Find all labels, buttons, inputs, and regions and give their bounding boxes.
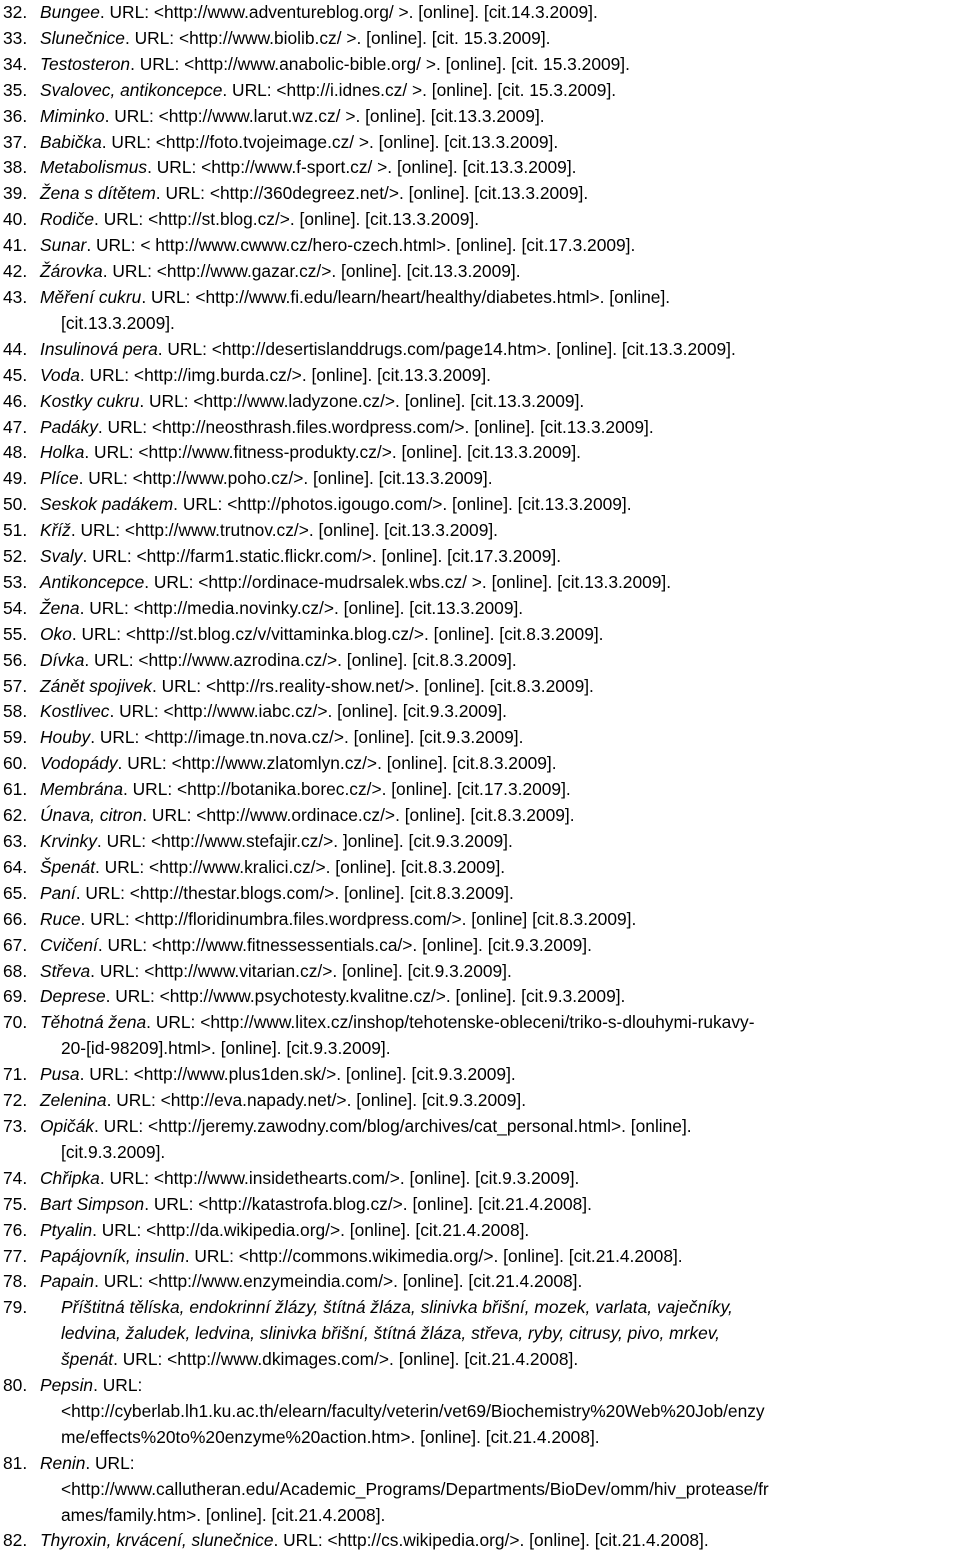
reference-details: . URL: <http://www.fitness-produkty.cz/>. [online]. [cit.13.3.2009].	[84, 442, 581, 463]
reference-number: 35.	[3, 79, 28, 100]
reference-line	[40, 907, 960, 933]
reference-title: Žena s dítětem	[40, 183, 156, 204]
reference-details: . URL: <http://www.ordinace.cz/>. [online]. [cit.8.3.2009].	[142, 805, 575, 826]
reference-line	[40, 1088, 960, 1114]
reference-title: Oko	[40, 623, 72, 644]
reference-item	[0, 78, 960, 104]
reference-title: Bungee	[40, 2, 100, 22]
reference-details: . URL: <http://cs.wikipedia.org/>. [online]. [cit.21.4.2008].	[273, 1530, 709, 1551]
reference-details: . URL: <http://photos.igougo.com/>. [online]. [cit.13.3.2009].	[173, 494, 632, 515]
reference-line	[40, 855, 960, 881]
reference-title: ledvina, žaludek, ledvina, slinivka břišní, štítná žláza, střeva, ryby, citrusy, pivo, mrkev,	[61, 1323, 720, 1344]
reference-line	[40, 1373, 960, 1399]
reference-title: Žena	[40, 597, 80, 618]
reference-details: . URL: <http://www.adventureblog.org/ >. [online]. [cit.14.3.2009].	[99, 2, 598, 22]
reference-number: 73.	[3, 1115, 28, 1136]
reference-item	[0, 829, 960, 855]
reference-number: 60.	[3, 753, 28, 774]
reference-title: Ruce	[40, 908, 81, 929]
reference-title: Bart Simpson	[40, 1193, 145, 1214]
reference-details: . URL: <http://i.idnes.cz/ >. [online]. [cit. 15.3.2009].	[222, 79, 617, 100]
reference-item	[0, 52, 960, 78]
reference-line	[40, 52, 960, 78]
reference-line	[40, 311, 960, 337]
reference-number: 72.	[3, 1090, 28, 1111]
reference-details: . URL: <http://www.litex.cz/inshop/tehotenske-obleceni/triko-s-dlouhymi-rukavy-	[146, 1012, 755, 1033]
reference-item	[0, 777, 960, 803]
reference-number: 43.	[3, 286, 28, 307]
reference-title: Krvinky	[40, 831, 97, 851]
reference-item	[0, 492, 960, 518]
reference-number: 34.	[3, 53, 28, 74]
reference-details: [cit.9.3.2009].	[61, 1141, 166, 1162]
reference-details: . URL: <http://floridinumbra.files.wordpress.com/>. [online] [cit.8.3.2009].	[80, 908, 637, 929]
reference-number: 36.	[3, 105, 28, 126]
reference-number: 65.	[3, 882, 28, 903]
reference-line	[40, 1192, 960, 1218]
reference-line	[40, 1140, 960, 1166]
reference-item	[0, 389, 960, 415]
reference-details: . URL: <http://www.azrodina.cz/>. [online]. [cit.8.3.2009].	[84, 649, 517, 670]
reference-number: 74.	[3, 1167, 28, 1188]
reference-details: . URL: <http://thestar.blogs.com/>. [online]. [cit.8.3.2009].	[75, 882, 514, 903]
reference-item	[0, 518, 960, 544]
reference-line	[40, 104, 960, 130]
reference-item	[0, 1218, 960, 1244]
reference-line	[40, 207, 960, 233]
reference-item	[0, 181, 960, 207]
reference-item	[0, 881, 960, 907]
reference-title: Plíce	[40, 468, 79, 489]
reference-item	[0, 699, 960, 725]
reference-details: . URL: <http://jeremy.zawodny.com/blog/archives/cat_personal.html>. [online].	[94, 1115, 692, 1136]
reference-details: . URL: <http://www.iabc.cz/>. [online]. [cit.9.3.2009].	[109, 701, 508, 722]
reference-title: Testosteron	[40, 53, 131, 74]
reference-item	[0, 440, 960, 466]
reference-line	[40, 1062, 960, 1088]
reference-item-80	[0, 1373, 960, 1451]
reference-title: Těhotná žena	[40, 1012, 147, 1033]
reference-line	[40, 389, 960, 415]
reference-details: . URL: <http://www.stefajir.cz/>. ]online]. [cit.9.3.2009].	[96, 831, 513, 851]
reference-number: 71.	[3, 1064, 28, 1085]
reference-title: Opičák	[40, 1115, 95, 1136]
reference-item	[0, 596, 960, 622]
reference-details: . URL: <http://www.fi.edu/learn/heart/healthy/diabetes.html>. [online].	[141, 286, 671, 307]
reference-line	[40, 337, 960, 363]
reference-item	[0, 933, 960, 959]
reference-title: Seskok padákem	[40, 494, 174, 515]
reference-line	[40, 829, 960, 855]
reference-item	[0, 26, 960, 52]
reference-line	[40, 881, 960, 907]
reference-item-82	[0, 1528, 960, 1554]
reference-title: Slunečnice	[40, 27, 125, 48]
reference-title: Střeva	[40, 960, 91, 981]
reference-title: Antikoncepce	[40, 571, 145, 592]
reference-line	[40, 1528, 960, 1554]
reference-line	[40, 1295, 960, 1321]
reference-line	[40, 1321, 960, 1347]
reference-details: . URL: <http://image.tn.nova.cz/>. [online]. [cit.9.3.2009].	[90, 727, 524, 748]
reference-title: Membrána	[40, 779, 123, 800]
reference-url-line: ames/family.htm>. [online]. [cit.21.4.2008].	[61, 1504, 386, 1525]
reference-title: Sunar	[40, 235, 87, 256]
reference-number: 56.	[3, 649, 28, 670]
reference-details: . URL: <http://katastrofa.blog.cz/>. [online]. [cit.21.4.2008].	[144, 1193, 592, 1214]
reference-title: Dívka	[40, 649, 85, 670]
reference-details: . URL: <http://desertislanddrugs.com/page14.htm>. [online]. [cit.13.3.2009].	[157, 338, 736, 359]
reference-line	[40, 440, 960, 466]
reference-number: 51.	[3, 520, 28, 541]
reference-details: . URL: <http://media.novinky.cz/>. [online]. [cit.13.3.2009].	[79, 597, 524, 618]
reference-title: Měření cukru	[40, 286, 142, 307]
reference-title: Papain	[40, 1271, 95, 1292]
reference-details: [cit.13.3.2009].	[61, 312, 175, 333]
reference-line	[40, 596, 960, 622]
reference-item	[0, 1166, 960, 1192]
reference-number: 81.	[3, 1452, 28, 1473]
reference-title: Padáky	[40, 416, 98, 437]
reference-title: Svalovec, antikoncepce	[40, 79, 223, 100]
reference-number: 61.	[3, 779, 28, 800]
reference-line	[40, 933, 960, 959]
reference-item-79	[0, 1295, 960, 1373]
reference-details: . URL: <http://www.anabolic-bible.org/ >. [online]. [cit. 15.3.2009].	[130, 53, 630, 74]
reference-details: . URL: <http://st.blog.cz/v/vittaminka.blog.cz/>. [online]. [cit.8.3.2009].	[71, 623, 604, 644]
reference-line	[40, 155, 960, 181]
reference-details: . URL: <http://www.poho.cz/>. [online]. [cit.13.3.2009].	[78, 468, 493, 489]
reference-line	[40, 363, 960, 389]
reference-number: 53.	[3, 571, 28, 592]
reference-number: 62.	[3, 805, 28, 826]
reference-item	[0, 648, 960, 674]
reference-item	[0, 803, 960, 829]
reference-details: . URL: <http://www.vitarian.cz/>. [online]. [cit.9.3.2009].	[90, 960, 512, 981]
reference-title: Voda	[40, 364, 80, 385]
reference-number: 69.	[3, 986, 28, 1007]
reference-title: Kříž	[40, 520, 71, 541]
reference-number: 58.	[3, 701, 28, 722]
reference-url-line: <http://www.callutheran.edu/Academic_Programs/Departments/BioDev/omm/hiv_protease/fr	[61, 1478, 769, 1499]
reference-title: Renin	[40, 1452, 86, 1473]
reference-details: . URL: <http://foto.tvojeimage.cz/ >. [online]. [cit.13.3.2009].	[101, 131, 559, 152]
reference-number: 55.	[3, 623, 28, 644]
reference-item	[0, 855, 960, 881]
reference-item	[0, 1010, 960, 1062]
reference-line	[40, 1218, 960, 1244]
reference-item	[0, 207, 960, 233]
reference-details: . URL: <http://www.trutnov.cz/>. [online]. [cit.13.3.2009].	[70, 520, 499, 541]
reference-line	[40, 725, 960, 751]
reference-number: 70.	[3, 1012, 28, 1033]
reference-details: . URL: <http://www.ladyzone.cz/>. [online]. [cit.13.3.2009].	[139, 390, 585, 411]
reference-line	[40, 648, 960, 674]
reference-item	[0, 1192, 960, 1218]
reference-details: . URL: <http://ordinace-mudrsalek.wbs.cz/ >. [online]. [cit.13.3.2009].	[144, 571, 672, 592]
reference-details: . URL: <http://botanika.borec.cz/>. [online]. [cit.17.3.2009].	[122, 779, 571, 800]
reference-item	[0, 466, 960, 492]
reference-line	[40, 1451, 960, 1477]
reference-title: Metabolismus	[40, 157, 148, 178]
reference-item	[0, 570, 960, 596]
reference-details: 20-[id-98209].html>. [online]. [cit.9.3.2009].	[61, 1038, 391, 1059]
reference-number: 77.	[3, 1245, 28, 1266]
reference-number: 37.	[3, 131, 28, 152]
reference-line	[40, 1010, 960, 1036]
reference-number: 49.	[3, 468, 28, 489]
reference-line	[40, 544, 960, 570]
reference-number: 32.	[3, 2, 28, 22]
reference-title: Insulinová pera	[40, 338, 158, 359]
reference-item	[0, 1062, 960, 1088]
reference-details: . URL: <http://360degreez.net/>. [online]. [cit.13.3.2009].	[155, 183, 589, 204]
reference-title: Paní	[40, 882, 76, 903]
reference-details: . URL: <http://www.enzymeindia.com/>. [online]. [cit.21.4.2008].	[94, 1271, 583, 1292]
reference-line	[40, 130, 960, 156]
reference-title: Příštitná tělíska, endokrinní žlázy, štítná žláza, slinivka břišní, mozek, varlata, vaječníky,	[61, 1297, 733, 1318]
reference-title: Pepsin	[40, 1375, 94, 1396]
reference-details: . URL:	[93, 1375, 143, 1396]
reference-number: 57.	[3, 675, 28, 696]
reference-title: Svaly	[40, 546, 83, 567]
reference-details: . URL: <http://www.zlatomlyn.cz/>. [online]. [cit.8.3.2009].	[117, 753, 557, 774]
reference-title: špenát	[61, 1349, 114, 1370]
reference-line	[40, 415, 960, 441]
reference-line	[40, 78, 960, 104]
reference-title: Únava, citron	[40, 805, 143, 826]
reference-number: 52.	[3, 546, 28, 567]
reference-line	[40, 1114, 960, 1140]
reference-line	[40, 622, 960, 648]
reference-title: Ptyalin	[40, 1219, 93, 1240]
reference-url-line: <http://cyberlab.lh1.ku.ac.th/elearn/faculty/veterin/vet69/Biochemistry%20Web%20Job/enzy	[61, 1400, 765, 1421]
reference-item	[0, 984, 960, 1010]
reference-title: Vodopády	[40, 753, 118, 774]
reference-line	[40, 699, 960, 725]
reference-item	[0, 751, 960, 777]
reference-line	[40, 233, 960, 259]
reference-details: . URL: <http://neosthrash.files.wordpress.com/>. [online]. [cit.13.3.2009].	[97, 416, 654, 437]
reference-details: . URL: <http://st.blog.cz/>. [online]. [cit.13.3.2009].	[94, 209, 480, 230]
reference-item	[0, 285, 960, 337]
reference-item	[0, 0, 960, 26]
reference-details: . URL: <http://da.wikipedia.org/>. [online]. [cit.21.4.2008].	[92, 1219, 530, 1240]
reference-number: 39.	[3, 183, 28, 204]
reference-item	[0, 363, 960, 389]
reference-title: Papájovník, insulin	[40, 1245, 185, 1266]
reference-number: 38.	[3, 157, 28, 178]
reference-line	[40, 1244, 960, 1270]
reference-details: . URL: <http://www.psychotesty.kvalitne.cz/>. [online]. [cit.9.3.2009].	[105, 986, 626, 1007]
reference-details: . URL: <http://www.kralici.cz/>. [online]. [cit.8.3.2009].	[95, 856, 506, 877]
reference-line	[40, 492, 960, 518]
reference-line	[40, 466, 960, 492]
reference-line	[40, 0, 960, 26]
reference-item	[0, 259, 960, 285]
reference-number: 42.	[3, 261, 28, 282]
reference-number: 54.	[3, 597, 28, 618]
reference-title: Rodiče	[40, 209, 95, 230]
reference-item	[0, 155, 960, 181]
reference-details: . URL: <http://www.biolib.cz/ >. [online]. [cit. 15.3.2009].	[124, 27, 551, 48]
reference-item	[0, 1114, 960, 1166]
reference-title: Holka	[40, 442, 85, 463]
reference-title: Houby	[40, 727, 91, 748]
reference-number: 48.	[3, 442, 28, 463]
reference-title: Žárovka	[40, 261, 103, 282]
reference-line	[40, 26, 960, 52]
reference-title: Kostky cukru	[40, 390, 140, 411]
reference-number: 67.	[3, 934, 28, 955]
reference-number: 47.	[3, 416, 28, 437]
reference-item	[0, 415, 960, 441]
reference-title: Cvičení	[40, 934, 98, 955]
reference-item	[0, 907, 960, 933]
reference-item	[0, 959, 960, 985]
reference-line	[40, 1036, 960, 1062]
reference-title: Chřipka	[40, 1167, 100, 1188]
reference-details: . URL: <http://commons.wikimedia.org/>. [online]. [cit.21.4.2008].	[184, 1245, 683, 1266]
reference-number: 45.	[3, 364, 28, 385]
reference-number: 75.	[3, 1193, 28, 1214]
reference-line	[40, 259, 960, 285]
reference-details: . URL: <http://www.gazar.cz/>. [online]. [cit.13.3.2009].	[102, 261, 521, 282]
reference-item	[0, 544, 960, 570]
reference-line	[40, 674, 960, 700]
reference-title: Zelenina	[40, 1090, 107, 1111]
reference-details: . URL: <http://www.fitnessessentials.ca/>. [online]. [cit.9.3.2009].	[97, 934, 592, 955]
reference-item	[0, 622, 960, 648]
reference-url-line: me/effects%20to%20enzyme%20action.htm>. [online]. [cit.21.4.2008].	[61, 1426, 600, 1447]
reference-title: Babička	[40, 131, 102, 152]
reference-item	[0, 233, 960, 259]
reference-item	[0, 1244, 960, 1270]
reference-details: . URL: <http://www.insidethearts.com/>. [online]. [cit.9.3.2009].	[99, 1167, 580, 1188]
reference-number: 76.	[3, 1219, 28, 1240]
reference-details: . URL: <http://www.plus1den.sk/>. [online]. [cit.9.3.2009].	[79, 1064, 516, 1085]
reference-line	[40, 570, 960, 596]
reference-number: 44.	[3, 338, 28, 359]
reference-details: . URL: <http://img.burda.cz/>. [online]. [cit.13.3.2009].	[79, 364, 491, 385]
reference-line	[40, 181, 960, 207]
reference-line	[40, 959, 960, 985]
reference-line	[40, 751, 960, 777]
reference-line	[40, 777, 960, 803]
reference-line	[40, 1269, 960, 1295]
reference-item	[0, 674, 960, 700]
reference-details: . URL: <http://farm1.static.flickr.com/>. [online]. [cit.17.3.2009].	[82, 546, 562, 567]
reference-number: 80.	[3, 1375, 28, 1396]
reference-number: 64.	[3, 856, 28, 877]
reference-item	[0, 104, 960, 130]
reference-number: 40.	[3, 209, 28, 230]
reference-number: 78.	[3, 1271, 28, 1292]
reference-item	[0, 130, 960, 156]
reference-number: 79.	[3, 1297, 28, 1318]
reference-number: 46.	[3, 390, 28, 411]
reference-item	[0, 1269, 960, 1295]
reference-title: Zánět spojivek	[40, 675, 152, 696]
reference-number: 82.	[3, 1530, 28, 1551]
reference-details: . URL: < http://www.cwww.cz/hero-czech.html>. [online]. [cit.17.3.2009].	[86, 235, 636, 256]
reference-details: . URL: <http://www.f-sport.cz/ >. [online]. [cit.13.3.2009].	[147, 157, 577, 178]
reference-title: Deprese	[40, 986, 106, 1007]
reference-item	[0, 725, 960, 751]
reference-line	[40, 518, 960, 544]
reference-line	[40, 285, 960, 311]
reference-number: 50.	[3, 494, 28, 515]
reference-title: Miminko	[40, 105, 105, 126]
reference-line	[40, 1347, 960, 1373]
reference-line	[40, 984, 960, 1010]
reference-details: . URL: <http://www.dkimages.com/>. [online]. [cit.21.4.2008].	[113, 1349, 579, 1370]
reference-details: . URL: <http://www.larut.wz.cz/ >. [online]. [cit.13.3.2009].	[104, 105, 545, 126]
reference-number: 33.	[3, 27, 28, 48]
reference-details: . URL:	[85, 1452, 135, 1473]
reference-line	[40, 803, 960, 829]
reference-number: 59.	[3, 727, 28, 748]
reference-details: . URL: <http://eva.napady.net/>. [online]. [cit.9.3.2009].	[106, 1090, 527, 1111]
reference-number: 63.	[3, 831, 28, 851]
reference-title: Špenát	[40, 856, 96, 877]
reference-line	[40, 1166, 960, 1192]
reference-details: . URL: <http://rs.reality-show.net/>. [online]. [cit.8.3.2009].	[151, 675, 594, 696]
reference-item	[0, 337, 960, 363]
reference-title: Thyroxin, krvácení, slunečnice	[40, 1530, 274, 1551]
reference-number: 66.	[3, 908, 28, 929]
reference-title: Pusa	[40, 1064, 80, 1085]
reference-title: Kostlivec	[40, 701, 110, 722]
reference-item	[0, 1088, 960, 1114]
reference-number: 41.	[3, 235, 28, 256]
reference-item-81	[0, 1451, 960, 1529]
reference-number: 68.	[3, 960, 28, 981]
